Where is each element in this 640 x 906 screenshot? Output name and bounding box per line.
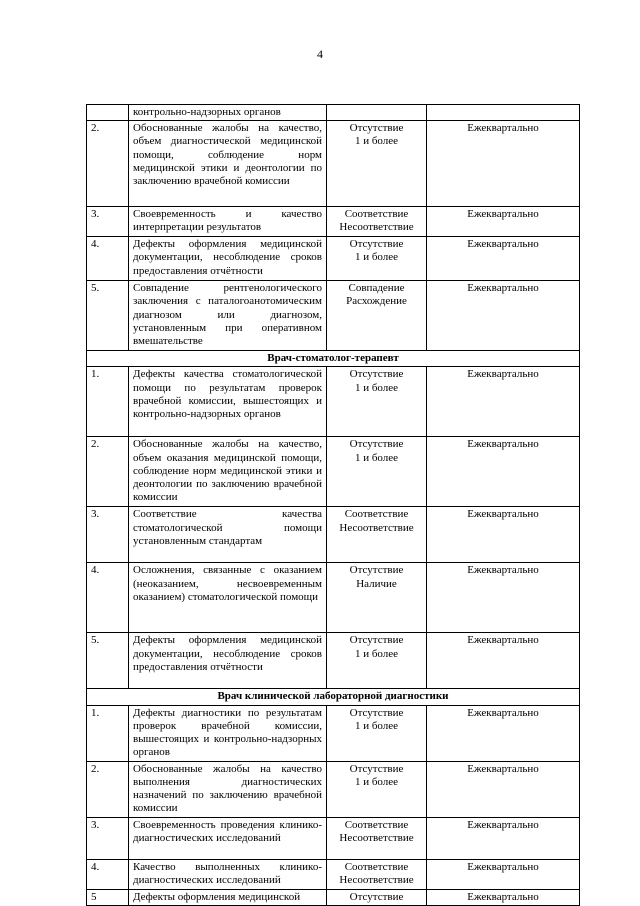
table-row — [87, 859, 580, 889]
row-number: 3. — [87, 507, 129, 563]
row-number: 2. — [87, 437, 129, 507]
values-cell — [327, 121, 427, 207]
values-cell — [327, 437, 427, 507]
table-row — [87, 121, 580, 207]
criterion-cell: Дефекты оформления медицинской документации, несоблюдение сроков предоставления отчётности — [129, 633, 327, 689]
frequency-cell: Ежеквартально — [427, 761, 580, 817]
table-row — [87, 367, 580, 437]
criterion-cell: Качество выполненных клинико-диагностических исследований — [129, 859, 327, 889]
value-option: 1 и более — [354, 719, 399, 732]
row-number: 1. — [87, 705, 129, 761]
frequency-cell: Ежеквартально — [427, 889, 580, 905]
value-option: Отсутствие — [349, 438, 404, 451]
value-option: Отсутствие — [349, 564, 404, 577]
value-option: Несоответствие — [339, 521, 414, 534]
section-header-row — [87, 351, 580, 367]
row-number: 2. — [87, 761, 129, 817]
frequency-cell: Ежеквартально — [427, 859, 580, 889]
value-option: Соответствие — [344, 860, 409, 873]
frequency-cell: Ежеквартально — [427, 367, 580, 437]
value-option: Отсутствие — [349, 890, 404, 903]
criteria-table — [86, 104, 580, 906]
value-option: 1 и более — [354, 647, 399, 660]
values-cell — [327, 859, 427, 889]
criterion-cell: Дефекты оформления медицинской — [129, 889, 327, 905]
criterion-cell: Дефекты качества стоматологической помощи по результатам проверок врачебной комиссии, вышестоящих и контрольно-надзорных органов — [129, 367, 327, 437]
frequency-cell — [427, 105, 580, 121]
frequency-cell: Ежеквартально — [427, 207, 580, 237]
table-row — [87, 507, 580, 563]
value-option: 1 и более — [354, 775, 399, 788]
table-row — [87, 817, 580, 859]
row-number: 1. — [87, 367, 129, 437]
criterion-cell: Осложнения, связанные с оказанием (неоказанием, несвоевременным оказанием) стоматологической помощи — [129, 563, 327, 633]
value-option: Соответствие — [344, 208, 409, 221]
criterion-cell: контрольно-надзорных органов — [129, 105, 327, 121]
section-header-row — [87, 689, 580, 705]
value-option: Отсутствие — [349, 122, 404, 135]
section-title: Врач-стоматолог-терапевт — [87, 351, 580, 367]
frequency-cell: Ежеквартально — [427, 633, 580, 689]
table-row — [87, 237, 580, 281]
row-number: 4. — [87, 859, 129, 889]
values-cell — [327, 889, 427, 905]
value-option: Наличие — [356, 577, 397, 590]
frequency-cell: Ежеквартально — [427, 237, 580, 281]
values-cell — [327, 507, 427, 563]
frequency-cell: Ежеквартально — [427, 563, 580, 633]
value-option: Расхождение — [346, 295, 407, 308]
table-row — [87, 105, 580, 121]
frequency-cell: Ежеквартально — [427, 817, 580, 859]
values-cell — [327, 817, 427, 859]
value-option: Отсутствие — [349, 238, 404, 251]
values-cell — [327, 281, 427, 351]
table-row — [87, 889, 580, 905]
row-number — [87, 105, 129, 121]
table-row — [87, 437, 580, 507]
criterion-cell: Дефекты диагностики по результатам проверок врачебной комиссии, вышестоящих и контрольно-надзорных органов — [129, 705, 327, 761]
row-number: 5 — [87, 889, 129, 905]
criterion-cell: Своевременность проведения клинико-диагностических исследований — [129, 817, 327, 859]
values-cell — [327, 633, 427, 689]
row-number: 3. — [87, 207, 129, 237]
table-row — [87, 705, 580, 761]
values-cell — [327, 105, 427, 121]
row-number: 5. — [87, 281, 129, 351]
value-option: Несоответствие — [339, 873, 414, 886]
values-cell — [327, 563, 427, 633]
row-number: 4. — [87, 563, 129, 633]
criteria-table-body — [87, 105, 580, 906]
criterion-cell: Обоснованные жалобы на качество, объем оказания медицинской помощи, соблюдение норм медицинской этики и деонтологии по заключению врачебной комиссии — [129, 437, 327, 507]
table-row — [87, 281, 580, 351]
criterion-cell: Совпадение рентгенологического заключения с паталогоанотомическим диагнозом или диагнозом, установленным при оперативном вмешательстве — [129, 281, 327, 351]
value-option: 1 и более — [354, 381, 399, 394]
values-cell — [327, 761, 427, 817]
table-row — [87, 761, 580, 817]
criterion-cell: Обоснованные жалобы на качество выполнения диагностических назначений по заключению врачебной комиссии — [129, 761, 327, 817]
value-option: Соответствие — [344, 818, 409, 831]
row-number: 3. — [87, 817, 129, 859]
page-number: 4 — [317, 47, 323, 61]
frequency-cell: Ежеквартально — [427, 121, 580, 207]
criterion-cell: Обоснованные жалобы на качество, объем диагностической медицинской помощи, соблюдение норм медицинской этики и деонтологии по заключению врачебной комиссии — [129, 121, 327, 207]
criterion-cell: Своевременность и качество интерпретации результатов — [129, 207, 327, 237]
criterion-cell: Дефекты оформления медицинской документации, несоблюдение сроков предоставления отчётности — [129, 237, 327, 281]
values-cell — [327, 207, 427, 237]
value-option: 1 и более — [354, 135, 399, 148]
value-option: 1 и более — [354, 251, 399, 264]
value-option: Соответствие — [344, 508, 409, 521]
value-option: Несоответствие — [339, 831, 414, 844]
values-cell — [327, 367, 427, 437]
table-row — [87, 633, 580, 689]
value-option: Отсутствие — [349, 762, 404, 775]
frequency-cell: Ежеквартально — [427, 705, 580, 761]
value-option: Несоответствие — [339, 221, 414, 234]
frequency-cell: Ежеквартально — [427, 281, 580, 351]
values-cell — [327, 237, 427, 281]
value-option: Отсутствие — [349, 368, 404, 381]
value-option: Отсутствие — [349, 634, 404, 647]
table-row — [87, 207, 580, 237]
value-option: 1 и более — [354, 451, 399, 464]
criterion-cell: Соответствие качества стоматологической помощи установленным стандартам — [129, 507, 327, 563]
frequency-cell: Ежеквартально — [427, 507, 580, 563]
row-number: 2. — [87, 121, 129, 207]
row-number: 5. — [87, 633, 129, 689]
values-cell — [327, 705, 427, 761]
frequency-cell: Ежеквартально — [427, 437, 580, 507]
section-title: Врач клинической лабораторной диагностики — [87, 689, 580, 705]
table-row — [87, 563, 580, 633]
value-option: Совпадение — [348, 282, 405, 295]
row-number: 4. — [87, 237, 129, 281]
value-option: Отсутствие — [349, 706, 404, 719]
